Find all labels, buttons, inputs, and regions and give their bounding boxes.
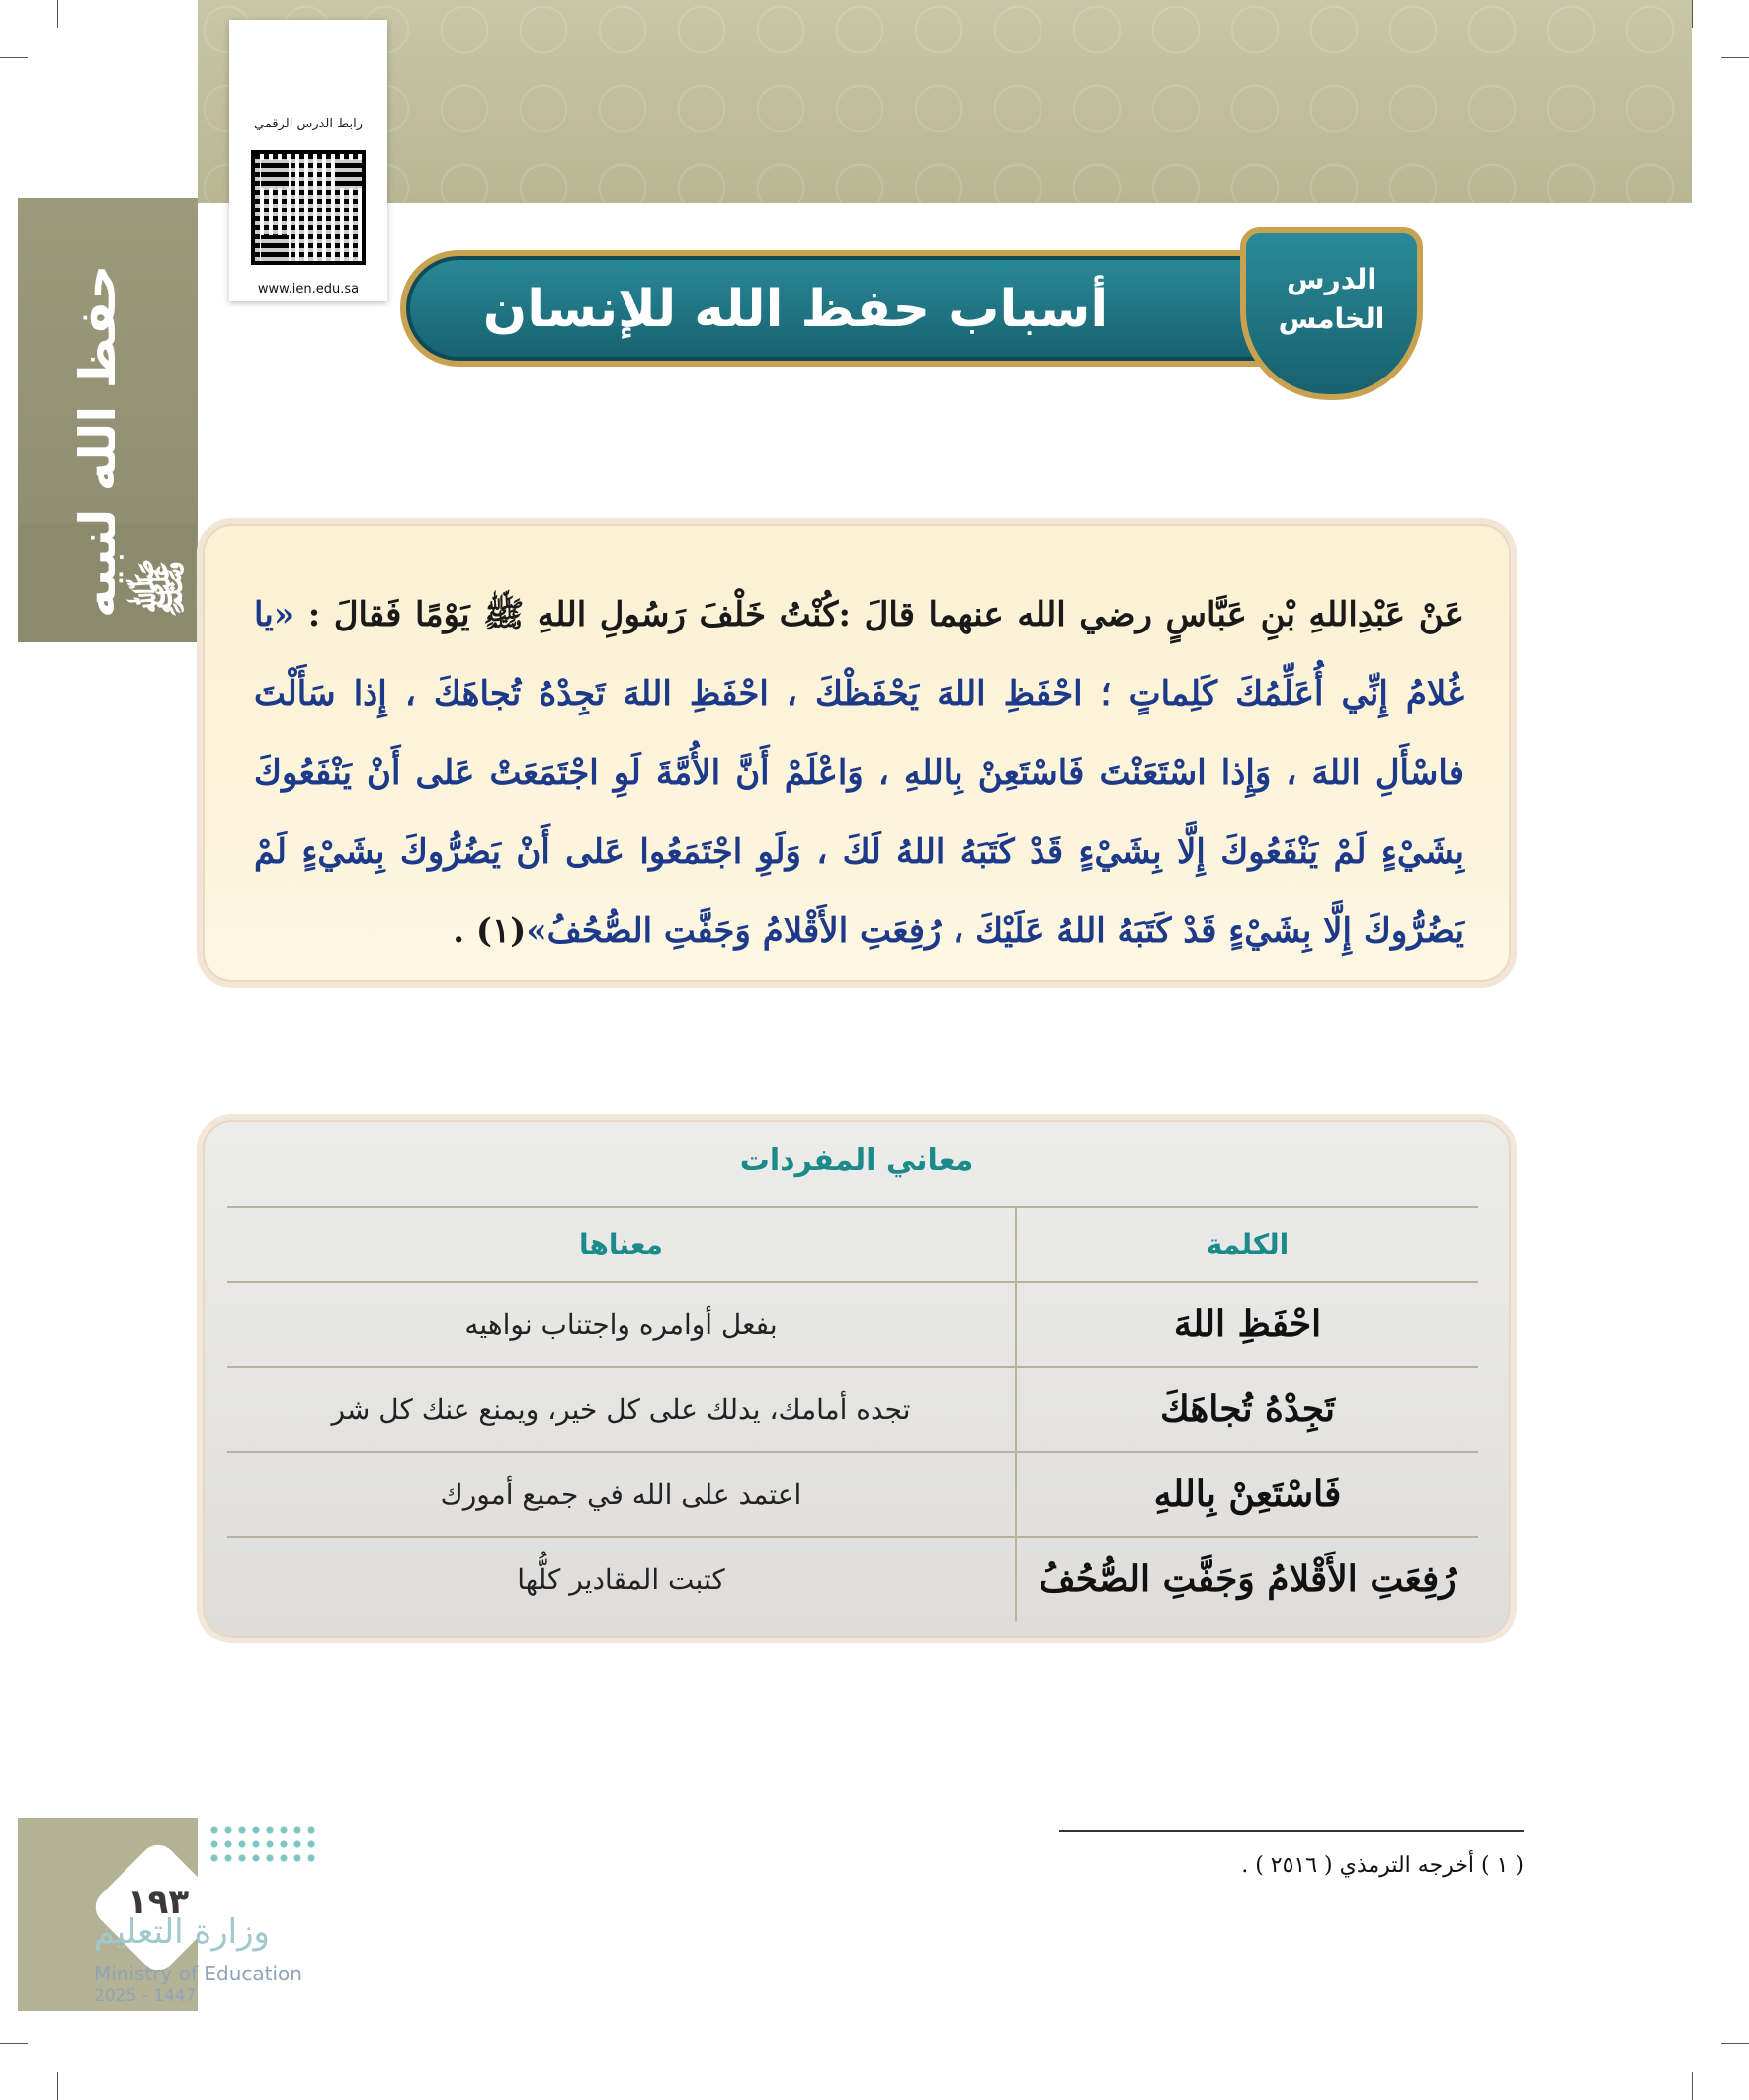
ministry-name-ar: وزارة التعليم xyxy=(94,1912,270,1952)
vocab-word: تَجِدْهُ تُجاهَكَ xyxy=(1016,1367,1478,1452)
vocabulary-title: معاني المفردات xyxy=(739,1143,974,1178)
qr-caption: رابط الدرس الرقمي xyxy=(254,117,363,131)
vocab-word: فَاسْتَعِنْ بِاللهِ xyxy=(1016,1452,1478,1537)
table-row xyxy=(227,1367,1478,1452)
header-band xyxy=(198,0,1692,203)
lesson-label-line2: الخامس xyxy=(1278,302,1385,335)
hadith-quote: «يا غُلامُ إِنِّي أُعَلِّمُكَ كَلِماتٍ ؛ احْفَظِ اللهَ يَحْفَظْكَ ، احْفَظِ اللهَ تَجِدْهُ تُجاهَكَ ، إِذا سَأَلْتَ فاسْأَلِ اللهَ ، وَإِذا اسْتَعَنْتَ فَاسْتَعِنْ بِاللهِ ، وَاعْلَمْ أَنَّ الأُمَّةَ لَوِ اجْتَمَعَتْ عَلى أَنْ يَنْفَعُوكَ بِشَيْءٍ لَمْ يَنْفَعُوكَ إِلَّا بِشَيْءٍ قَدْ كَتَبَهُ اللهُ لَكَ ، وَلَوِ اجْتَمَعُوا عَلى أَنْ يَضُرُّوكَ بِشَيْءٍ لَمْ يَضُرُّوكَ إِلَّا بِشَيْءٍ قَدْ كَتَبَهُ اللهُ عَلَيْكَ ، رُفِعَتِ الأَقْلامُ وَجَفَّتِ الصُّحُفُ» xyxy=(254,595,1464,951)
page-number: ١٩٣ xyxy=(126,1883,190,1922)
header-meaning: معناها xyxy=(227,1207,1016,1282)
vocabulary-table xyxy=(227,1206,1478,1621)
crop-mark xyxy=(1692,0,1693,28)
crop-mark xyxy=(1721,2043,1749,2044)
lesson-title-banner xyxy=(400,242,1438,376)
vocabulary-box xyxy=(203,1120,1511,1638)
table-row xyxy=(227,1282,1478,1367)
crop-mark xyxy=(0,57,28,58)
qr-code-icon[interactable] xyxy=(251,150,366,265)
hadith-box xyxy=(203,524,1511,982)
footnote-divider xyxy=(1059,1830,1524,1832)
lesson-badge xyxy=(1240,227,1423,400)
footnote: ( ١ ) أخرجه الترمذي ( ٢٥١٦ ) . xyxy=(1241,1853,1524,1878)
hadith-footnote-mark: (١) . xyxy=(453,911,527,951)
table-row xyxy=(227,1452,1478,1537)
lesson-title: أسباب حفظ الله للإنسان xyxy=(482,280,1109,339)
crop-mark xyxy=(57,2072,58,2100)
crop-mark xyxy=(1721,57,1749,58)
table-row xyxy=(227,1537,1478,1621)
ministry-logo-icon xyxy=(208,1823,316,1863)
vocab-meaning: تجده أمامك، يدلك على كل خير، ويمنع عنك كل شر xyxy=(227,1367,1016,1452)
vocab-meaning: بفعل أوامره واجتناب نواهيه xyxy=(227,1282,1016,1367)
qr-url[interactable]: www.ien.edu.sa xyxy=(257,282,360,296)
vocab-meaning: كتبت المقادير كلُّها xyxy=(227,1537,1016,1621)
vocab-meaning: اعتمد على الله في جميع أمورك xyxy=(227,1452,1016,1537)
lesson-label-line1: الدرس xyxy=(1286,263,1377,295)
qr-card[interactable] xyxy=(229,20,387,301)
table-header-row xyxy=(227,1207,1478,1282)
unit-title: حفظ الله لنبيه ﷺ xyxy=(69,264,191,618)
ministry-name-en: Ministry of Education xyxy=(94,1962,302,1985)
header-word: الكلمة xyxy=(1016,1207,1478,1282)
crop-mark xyxy=(0,2043,28,2044)
crop-mark xyxy=(57,0,58,28)
vocab-word: رُفِعَتِ الأَقْلامُ وَجَفَّتِ الصُّحُفُ xyxy=(1016,1537,1478,1621)
hadith-intro: عَنْ عَبْدِاللهِ بْنِ عَبَّاسٍ رضي الله عنهما قالَ :كُنْتُ خَلْفَ رَسُولِ اللهِ ﷺ يَوْمًا فَقالَ : xyxy=(294,595,1464,634)
vocab-word: احْفَظِ اللهَ xyxy=(1016,1282,1478,1367)
crop-mark xyxy=(1692,2072,1693,2100)
ministry-year: 2025 - 1447 xyxy=(94,1986,197,2006)
hadith-text xyxy=(254,575,1464,970)
